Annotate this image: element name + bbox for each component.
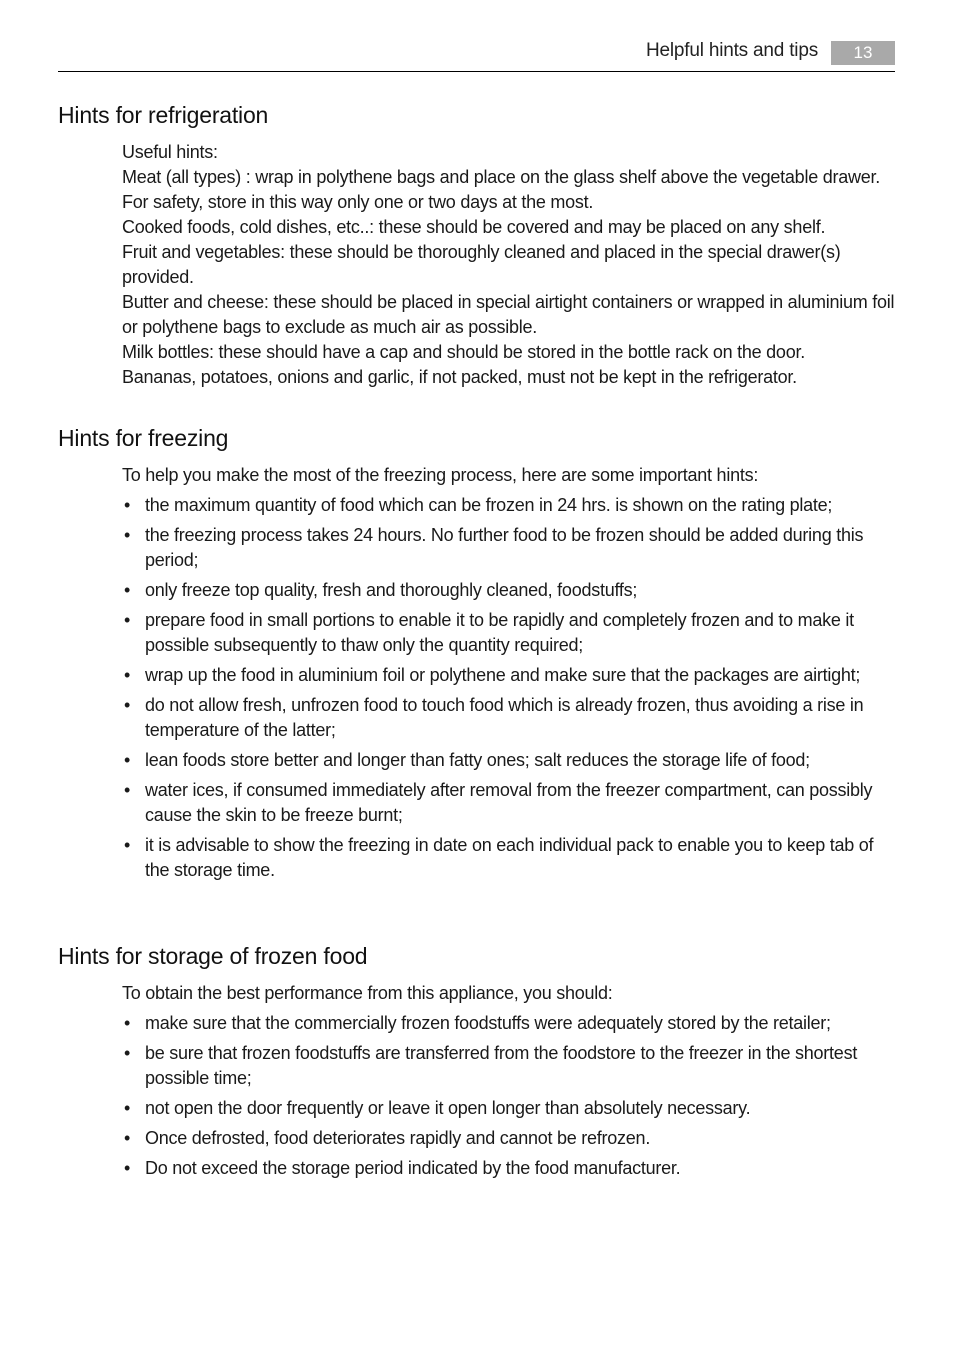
list-item-text: the maximum quantity of food which can be frozen in 24 hrs. is shown on the rating plate; — [145, 495, 833, 515]
section-title-refrigeration: Hints for refrigeration — [58, 102, 269, 128]
storage-list — [122, 1011, 897, 1186]
list-item-text: only freeze top quality, fresh and thoroughly cleaned, foodstuffs; — [145, 580, 638, 600]
bullet-icon: • — [124, 750, 131, 770]
list-item-text: Do not exceed the storage period indicated by the food manufacturer. — [145, 1158, 681, 1178]
list-item — [122, 1126, 897, 1151]
refrigeration-line: Bananas, potatoes, onions and garlic, if not packed, must not be kept in the refrigerator. — [122, 367, 797, 387]
freezing-list — [122, 493, 897, 888]
section-title-storage: Hints for storage of frozen food — [58, 943, 368, 969]
list-item-text: water ices, if consumed immediately after removal from the freezer compartment, can possibly cause the skin to be freeze burnt; — [145, 780, 873, 825]
refrigeration-line: Meat (all types) : wrap in polythene bags and place on the glass shelf above the vegetable drawer. — [122, 167, 880, 187]
bullet-icon: • — [124, 1043, 131, 1063]
bullet-icon: • — [124, 610, 131, 630]
bullet-icon: • — [124, 695, 131, 715]
list-item-text: Once defrosted, food deteriorates rapidly and cannot be refrozen. — [145, 1128, 651, 1148]
list-item — [122, 693, 897, 743]
bullet-icon: • — [124, 525, 131, 545]
list-item — [122, 523, 897, 573]
page-number: 13 — [831, 41, 895, 65]
refrigeration-line: Fruit and vegetables: these should be thoroughly cleaned and placed in the special drawer(s) provided. — [122, 242, 841, 287]
list-item-text: do not allow fresh, unfrozen food to touch food which is already frozen, thus avoiding a rise in temperature of the latter; — [145, 695, 864, 740]
list-item — [122, 1156, 897, 1181]
list-item — [122, 663, 897, 688]
bullet-icon: • — [124, 1013, 131, 1033]
refrigeration-line: Milk bottles: these should have a cap and should be stored in the bottle rack on the door. — [122, 342, 805, 362]
list-item-text: lean foods store better and longer than fatty ones; salt reduces the storage life of food; — [145, 750, 810, 770]
list-item-text: the freezing process takes 24 hours. No further food to be frozen should be added during this period; — [145, 525, 864, 570]
list-item-text: prepare food in small portions to enable it to be rapidly and completely frozen and to make it possible subsequently to thaw only the quantity required; — [145, 610, 854, 655]
refrigeration-line: Butter and cheese: these should be placed in special airtight containers or wrapped in aluminium foil or polythene bags to exclude as much air as possible. — [122, 292, 895, 337]
list-item — [122, 608, 897, 658]
bullet-icon: • — [124, 835, 131, 855]
list-item-text: it is advisable to show the freezing in date on each individual pack to enable you to keep tab of the storage time. — [145, 835, 874, 880]
bullet-icon: • — [124, 665, 131, 685]
list-item — [122, 1096, 897, 1121]
freezing-intro-text: To help you make the most of the freezing process, here are some important hints: — [122, 465, 759, 485]
freezing-intro — [122, 463, 897, 488]
bullet-icon: • — [124, 1158, 131, 1178]
list-item — [122, 778, 897, 828]
bullet-icon: • — [124, 1098, 131, 1118]
list-item-text: wrap up the food in aluminium foil or polythene and make sure that the packages are airtight; — [145, 665, 861, 685]
section-title-freezing: Hints for freezing — [58, 425, 229, 451]
list-item-text: be sure that frozen foodstuffs are transferred from the foodstore to the freezer in the shortest possible time; — [145, 1043, 858, 1088]
list-item — [122, 1011, 897, 1036]
list-item-text: make sure that the commercially frozen foodstuffs were adequately stored by the retailer; — [145, 1013, 831, 1033]
list-item — [122, 748, 897, 773]
bullet-icon: • — [124, 495, 131, 515]
list-item — [122, 493, 897, 518]
list-item-text: not open the door frequently or leave it open longer than absolutely necessary. — [145, 1098, 751, 1118]
refrigeration-line: For safety, store in this way only one or two days at the most. — [122, 192, 594, 212]
bullet-icon: • — [124, 580, 131, 600]
bullet-icon: • — [124, 780, 131, 800]
bullet-icon: • — [124, 1128, 131, 1148]
list-item — [122, 833, 897, 883]
refrigeration-body — [122, 140, 897, 390]
list-item — [122, 578, 897, 603]
storage-intro-text: To obtain the best performance from this appliance, you should: — [122, 983, 613, 1003]
storage-intro — [122, 981, 897, 1006]
refrigeration-line: Cooked foods, cold dishes, etc..: these should be covered and may be placed on any shelf. — [122, 217, 826, 237]
page-header — [58, 38, 895, 72]
header-title: Helpful hints and tips — [646, 40, 818, 61]
refrigeration-line: Useful hints: — [122, 142, 218, 162]
list-item — [122, 1041, 897, 1091]
